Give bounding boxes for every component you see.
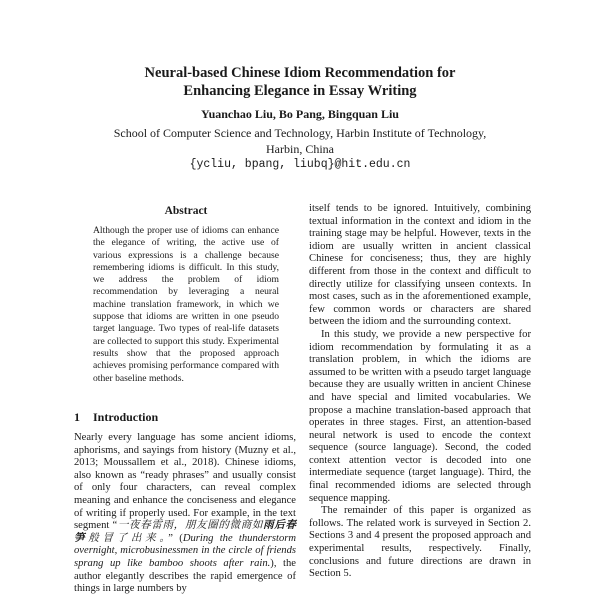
intro-text-a: Nearly every language has some ancient idioms, aphorisms, and sayings from history (Muzny et al., 2013; Moussallem et al., 2018). Chinese idioms, also known as “ready phrases” and usually consist of only four characters, can reveal complex meaning and enhance the conciseness and elegance of writing if properly used. For example, in the text segment “ [74,432,296,532]
title-line-1: Neural-based Chinese Idiom Recommendation for [144,65,456,81]
right-paragraph-2: In this study, we provide a new perspective for idiom recommendation by formulating it as a translation problem, in which the idioms are assumed to be written with a pseudo target language because they are usually written in ancient Chinese and have special and limited vocabularies. We propose a machine translation-based approach that operates in three stages. First, an attention-based neural network is used to encode the context sequence (source language). Second, the coded context attention vector is decoded into one intermediate sequence (target language). Third, the final recommended idioms are selected through sequence mapping. [309,328,531,504]
english-translation: During the thunderstorm overnight, microbusinessmen in the circle of friends sprang up like bamboo shoots after rain. [74,532,297,569]
chinese-example-part-2: 般冒了出来。 [88,532,169,544]
section-number: 1 [74,410,80,424]
title-line-2: Enhancing Elegance in Essay Writing [183,83,417,99]
section-title: Introduction [93,410,159,424]
section-heading-introduction [74,410,294,425]
abstract-heading: Abstract [164,205,208,217]
intro-text-b: ” ( [168,532,183,544]
right-paragraph-1: itself tends to be ignored. Intuitively, combining textual information in the context and idiom in the training stage may be helpful. However, texts in the idiom are usually written in ancient classical Chinese for conciseness; thus, they are highly different from those in the context and difficult to directly utilize for classifying unseen contexts. In most cases, such as in the aforementioned example, few common words or characters are shared between the idiom and the surrounding context. [309,203,531,328]
paper-title [0,64,600,100]
intro-text-c: ), the author elegantly describes the rapid emergence of things in large numbers by [74,557,296,595]
right-paragraph-3: The remainder of this paper is organized as follows. The related work is surveyed in Section 2. Sections 3 and 4 present the proposed approach and experimental results, respectively. Finally, conclusions and future directions are drawn in Section 5. [309,505,531,580]
author-list: Yuanchao Liu, Bo Pang, Bingquan Liu [201,107,399,121]
introduction-paragraph [74,432,296,596]
author-email: {ycliu, bpang, liubq}@hit.edu.cn [189,158,411,171]
affiliation-line-1: School of Computer Science and Technology, Harbin Institute of Technology, [113,126,487,140]
chinese-example-part-1: 一夜春雷雨，朋友圈的微商如 [117,520,264,532]
affiliation-line-2: Harbin, China [266,142,334,156]
chinese-idiom-highlight: 雨后春笋 [74,520,297,544]
affiliation-block [0,125,600,173]
right-column-text [309,203,531,581]
abstract-text: Although the proper use of idioms can enhance the elegance of writing, the active use of various expressions is a challenge because remembering idioms is difficult. In this study, we address the problem of idiom recommendation by leveraging a neural machine translation framework, in which we suppose that idioms are written in one pseudo target language. Two types of real-life datasets are collected to support this study. Experimental results show that the proposed approach achieves promising performance compared with other baseline methods. [93,225,279,384]
